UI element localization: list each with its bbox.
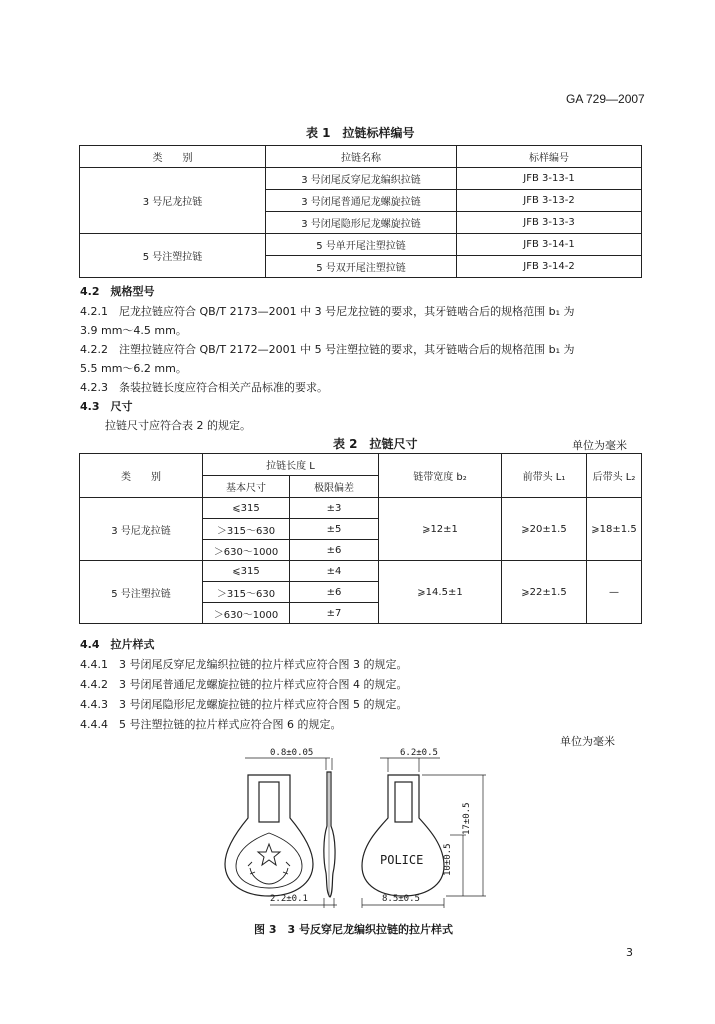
table2-category: 3 号尼龙拉链 [80, 498, 203, 561]
table1-category: 3 号尼龙拉链 [80, 168, 266, 234]
para-4-4-2: 4.4.2 3 号闭尾普通尼龙螺旋拉链的拉片样式应符合图 4 的规定。 [80, 678, 408, 691]
para-4-2-1-cont: 3.9 mm～4.5 mm。 [80, 324, 187, 337]
table1-sample-code: JFB 3-14-2 [457, 256, 642, 278]
wreath-icon [250, 868, 288, 884]
para-4-2-2-cont: 5.5 mm～6.2 mm。 [80, 362, 187, 375]
dim-thickness: 0.8±0.05 [270, 748, 314, 758]
table1-header-code: 标样编号 [457, 146, 642, 168]
pull-tab-police-slot [395, 782, 412, 822]
table2-tolerance: ±6 [290, 582, 379, 603]
para-4-2-3: 4.2.3 条装拉链长度应符合相关产品标准的要求。 [80, 381, 328, 394]
table2-tolerance: ±6 [290, 540, 379, 561]
para-4-3: 拉链尺寸应符合表 2 的规定。 [105, 419, 251, 432]
para-4-2-2: 4.2.2 注塑拉链应符合 QB/T 2172—2001 中 5 号注塑拉链的要求，其牙链啮合后的规格范围 b₁ 为 [80, 343, 575, 356]
dim-base-thickness: 2.2±0.1 [270, 894, 308, 904]
pull-tab-front-outline [225, 775, 313, 896]
table1-sample-code: JFB 3-13-2 [457, 190, 642, 212]
table2-basic: ＞630～1000 [203, 603, 290, 624]
table2-header-basic: 基本尺寸 [203, 476, 290, 498]
table1-category: 5 号注塑拉链 [80, 234, 266, 278]
standard-number: GA 729—2007 [566, 92, 645, 106]
table1-sample-code: JFB 3-13-3 [457, 212, 642, 234]
table1-zipper-name: 5 号双开尾注塑拉链 [266, 256, 457, 278]
table2-header-category: 类 别 [80, 454, 203, 498]
section-heading-4-2: 4.2 规格型号 [80, 285, 155, 298]
table2-header-width: 链带宽度 b₂ [379, 454, 502, 498]
table2-front: ⩾20±1.5 [502, 498, 587, 561]
table2-header-tolerance: 极限偏差 [290, 476, 379, 498]
para-4-4-1: 4.4.1 3 号闭尾反穿尼龙编织拉链的拉片样式应符合图 3 的规定。 [80, 658, 408, 671]
table2-tolerance: ±3 [290, 498, 379, 519]
figure3-unit: 单位为毫米 [560, 735, 615, 748]
table2-back: — [587, 561, 642, 624]
dim-slot-width: 6.2±0.5 [400, 748, 438, 758]
pull-tab-side-outline [324, 772, 335, 897]
table2-title: 表 2 拉链尺寸 [333, 437, 418, 451]
table2-basic: ＞630～1000 [203, 540, 290, 561]
table2-basic: ＞315～630 [203, 582, 290, 603]
table1-title: 表 1 拉链标样编号 [306, 126, 415, 140]
table2-header-front: 前带头 L₁ [502, 454, 587, 498]
table2-front: ⩾22±1.5 [502, 561, 587, 624]
section-heading-4-3: 4.3 尺寸 [80, 400, 133, 413]
table2-basic: ⩽315 [203, 561, 290, 582]
table2-tolerance: ±7 [290, 603, 379, 624]
star-emblem-icon [258, 844, 280, 865]
table2-back: ⩾18±1.5 [587, 498, 642, 561]
table1-zipper-name: 3 号闭尾隐形尼龙螺旋拉链 [266, 212, 457, 234]
figure3-caption: 图 3 3 号反穿尼龙编织拉链的拉片样式 [254, 923, 453, 936]
table2-tolerance: ±5 [290, 519, 379, 540]
table2-width: ⩾14.5±1 [379, 561, 502, 624]
para-4-4-4: 4.4.4 5 号注塑拉链的拉片样式应符合图 6 的规定。 [80, 718, 342, 731]
table2-width: ⩾12±1 [379, 498, 502, 561]
table2-basic: ⩽315 [203, 498, 290, 519]
section-heading-4-4: 4.4 拉片样式 [80, 638, 155, 651]
table1-header-name: 拉链名称 [266, 146, 457, 168]
table2-unit: 单位为毫米 [572, 439, 627, 452]
table2-tolerance: ±4 [290, 561, 379, 582]
dim-head-width: 8.5±0.5 [382, 894, 420, 904]
para-4-2-1: 4.2.1 尼龙拉链应符合 QB/T 2173—2001 中 3 号尼龙拉链的要求，其牙链啮合后的规格范围 b₁ 为 [80, 305, 575, 318]
table2-header-back: 后带头 L₂ [587, 454, 642, 498]
para-4-4-3: 4.4.3 3 号闭尾隐形尼龙螺旋拉链的拉片样式应符合图 5 的规定。 [80, 698, 408, 711]
police-text: POLICE [380, 853, 424, 867]
table1-zipper-name: 3 号闭尾普通尼龙螺旋拉链 [266, 190, 457, 212]
dim-head-height: 10±0.5 [443, 843, 453, 876]
dim-total-height: 17±0.5 [462, 802, 472, 835]
table2-category: 5 号注塑拉链 [80, 561, 203, 624]
pull-tab-police-outline [362, 775, 444, 896]
pull-tab-slot [259, 782, 279, 822]
table1-zipper-name: 5 号单开尾注塑拉链 [266, 234, 457, 256]
page-number: 3 [626, 946, 633, 959]
table2-basic: ＞315～630 [203, 519, 290, 540]
table1-zipper-name: 3 号闭尾反穿尼龙编织拉链 [266, 168, 457, 190]
table1-sample-code: JFB 3-14-1 [457, 234, 642, 256]
table1-sample-code: JFB 3-13-1 [457, 168, 642, 190]
table2-header-length: 拉链长度 L [203, 454, 379, 476]
table1-header-category: 类 别 [80, 146, 266, 168]
